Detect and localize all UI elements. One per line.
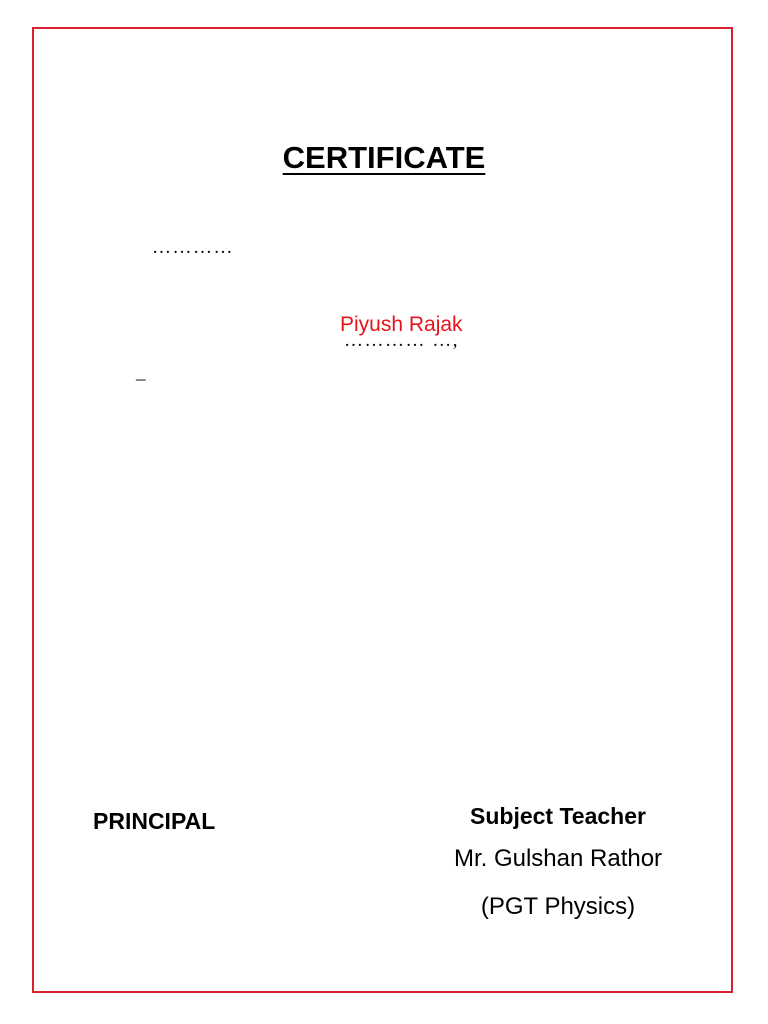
subject-teacher-block bbox=[420, 798, 696, 930]
leader-dots-line-1: ………… bbox=[152, 237, 234, 258]
principal-label: PRINCIPAL bbox=[93, 808, 216, 834]
student-name: Piyush Rajak bbox=[340, 313, 463, 336]
teacher-name: Mr. Gulshan Rathor bbox=[453, 845, 663, 872]
certificate-title-text: CERTIFICATE bbox=[282, 140, 486, 175]
blank-dash: _ bbox=[136, 362, 146, 383]
certificate-title bbox=[0, 140, 768, 176]
subject-teacher-heading: Subject Teacher bbox=[470, 803, 646, 829]
teacher-designation: (PGT Physics) bbox=[480, 893, 636, 920]
leader-dots-line-2: ………… …, bbox=[344, 330, 459, 351]
